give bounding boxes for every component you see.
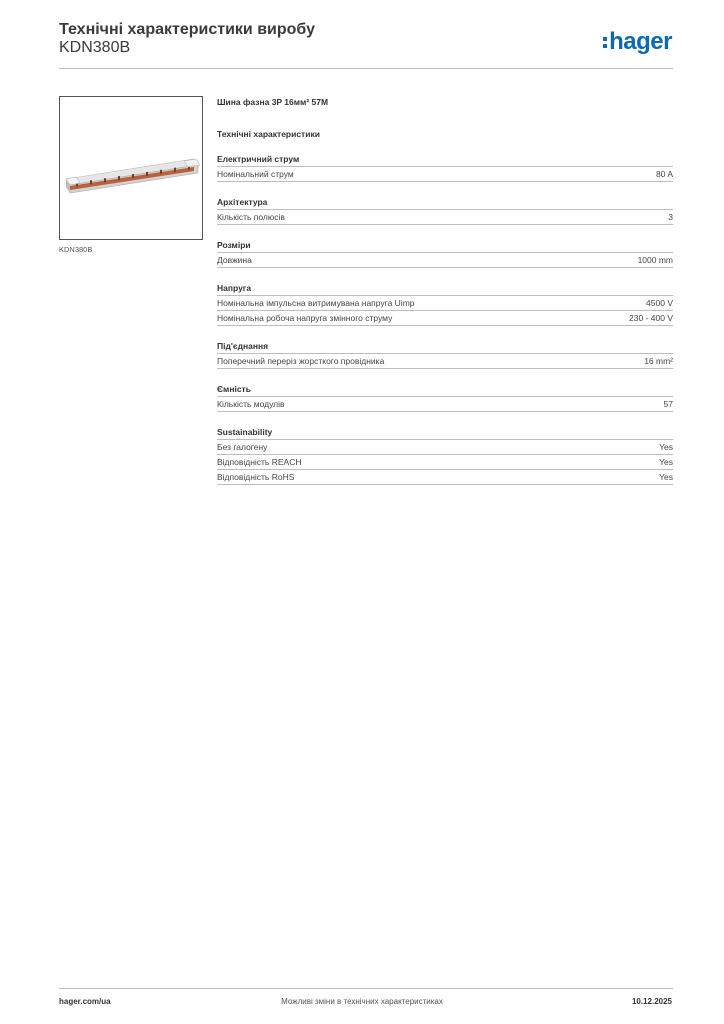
- spec-group-capacity: [217, 384, 673, 412]
- specs-panel: [217, 92, 673, 485]
- spec-label: Відповідність RoHS: [217, 472, 295, 482]
- footer-website-link[interactable]: hager.com/ua: [59, 997, 111, 1006]
- specs-heading: Технічні характеристики: [217, 129, 320, 139]
- spec-value: 3: [668, 212, 673, 222]
- spec-group-title: Напруга: [217, 283, 673, 296]
- footer-date: 10.12.2025: [631, 997, 672, 1006]
- hager-logo: [603, 28, 672, 56]
- spec-row: [217, 397, 673, 412]
- spec-group-voltage: [217, 283, 673, 326]
- page-title: Технічні характеристики виробу: [59, 21, 315, 38]
- spec-group-dimensions: [217, 240, 673, 268]
- spec-value: 57: [663, 399, 673, 409]
- image-caption: KDN380B: [59, 245, 93, 254]
- product-code: KDN380B: [59, 39, 131, 56]
- logo-mark-icon: [603, 37, 607, 48]
- spec-row: [217, 470, 673, 485]
- spec-label: Довжина: [217, 255, 252, 265]
- spec-value: Yes: [659, 442, 673, 452]
- spec-group-title: Розміри: [217, 240, 673, 253]
- spec-value: 1000 mm: [637, 255, 673, 265]
- spec-row: [217, 296, 673, 311]
- spec-label: Відповідність REACH: [217, 457, 302, 467]
- spec-value: Yes: [659, 472, 673, 482]
- product-image-frame: [59, 96, 203, 240]
- spec-value: 16 mm²: [644, 356, 673, 366]
- spec-label: Кількість модулів: [217, 399, 285, 409]
- spec-row: [217, 253, 673, 268]
- spec-group-electric-current: [217, 154, 673, 182]
- spec-group-architecture: [217, 197, 673, 225]
- spec-row: [217, 354, 673, 369]
- spec-row: [217, 440, 673, 455]
- spec-row: [217, 167, 673, 182]
- header-divider: [59, 68, 673, 69]
- spec-label: Без галогену: [217, 442, 268, 452]
- spec-group-connection: [217, 341, 673, 369]
- spec-label: Номінальна робоча напруга змінного струму: [217, 313, 393, 323]
- busbar-image: [60, 97, 202, 239]
- spec-value: 4500 V: [646, 298, 673, 308]
- spec-value: 80 A: [655, 169, 673, 179]
- spec-value: 230 - 400 V: [629, 313, 673, 323]
- spec-group-title: Архітектура: [217, 197, 673, 210]
- spec-row: [217, 210, 673, 225]
- footer-divider: [59, 988, 673, 989]
- spec-group-title: Sustainability: [217, 427, 673, 440]
- spec-group-title: Електричний струм: [217, 154, 673, 167]
- spec-label: Кількість полюсів: [217, 212, 285, 222]
- spec-label: Номінальна імпульсна витримувана напруга Uimp: [217, 298, 415, 308]
- spec-row: [217, 311, 673, 326]
- spec-group-title: Ємність: [217, 384, 673, 397]
- spec-label: Номінальний струм: [217, 169, 294, 179]
- logo-text: hager: [609, 28, 672, 55]
- product-name: Шина фазна 3P 16мм² 57M: [217, 97, 329, 107]
- spec-row: [217, 455, 673, 470]
- footer-notice: Можливі зміни в технічних характеристиках: [281, 997, 443, 1006]
- spec-value: Yes: [659, 457, 673, 467]
- spec-group-title: Під'єднання: [217, 341, 673, 354]
- spec-label: Поперечний переріз жорсткого провідника: [217, 356, 385, 366]
- spec-group-sustainability: [217, 427, 673, 485]
